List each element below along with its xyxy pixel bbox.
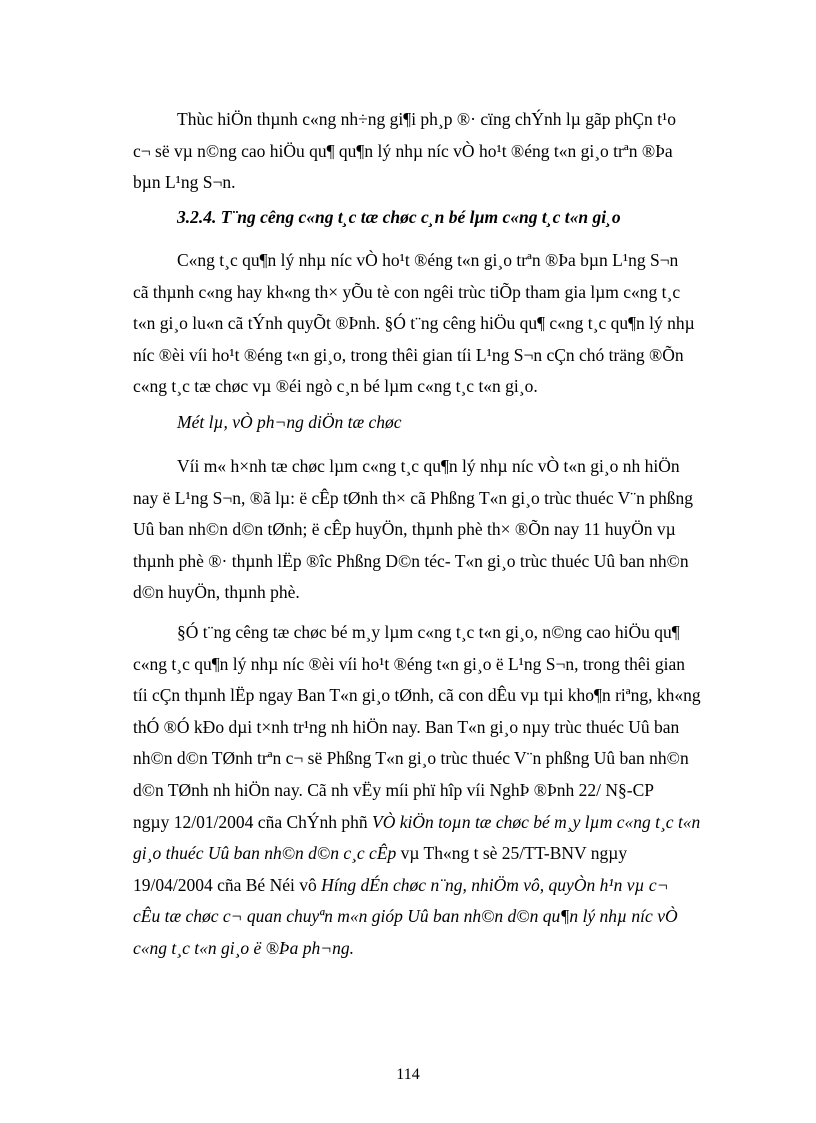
text-line: d©n TØnh nh hiÖn nay. Cã nh vËy míi phï hîp víi NghÞ ®Þnh 22/ N§-CP <box>133 779 654 800</box>
text-line: thÓ ®Ó kÐo dµi t×nh tr¹ng nh hiÖn nay. Ban T«n gi¸o nµy trùc thuéc Uû ban <box>133 716 680 737</box>
line-text: 19/04/2004 cña Bé Néi vô <box>133 874 322 895</box>
text-line: nh©n d©n TØnh trªn c¬ së Phßng T«n gi¸o trùc thuéc V¨n phßng Uû ban nh©n <box>133 748 689 769</box>
section-heading: 3.2.4. T¨ng cêng c«ng t¸c tæ chøc c¸n bé lµm c«ng t¸c t«n gi¸o <box>177 207 621 227</box>
text-line: bµn L¹ng S¬n. <box>133 172 236 193</box>
paragraph-overview <box>133 245 743 403</box>
text-line: c«ng t¸c tæ chøc vµ ®éi ngò c¸n bé lµm c«ng t¸c t«n gi¸o. <box>133 376 538 397</box>
line-text: vµ Th«ng t sè 25/TT-BNV ngµy <box>396 843 628 864</box>
text-line: C«ng t¸c qu¶n lý nhµ níc vÒ ho¹t ®éng t«n gi¸o trªn ®Þa bµn L¹ng S¬n <box>177 250 679 270</box>
text-line <box>133 901 743 933</box>
text-line: d©n huyÖn, thµnh phè. <box>133 582 300 603</box>
text-line <box>133 807 743 839</box>
subsection-heading: Mét lµ, vÒ ph¬ng diÖn tæ chøc <box>177 412 402 432</box>
text-line: thµnh phè ®· thµnh lËp ®îc Phßng D©n téc- T«n gi¸o trùc thuéc Uû ban nh©n <box>133 550 689 571</box>
circular-title-italic: c«ng t¸c t«n gi¸o ë ®Þa ph¬ng. <box>133 937 354 958</box>
text-line: t«n gi¸o lu«n cã tÝnh quyÕt ®Þnh. §Ó t¨ng cêng hiÖu qu¶ c«ng t¸c qu¶n lý nhµ <box>133 313 695 334</box>
text-line <box>133 870 743 902</box>
text-line: c¬ së vµ n©ng cao hiÖu qu¶ qu¶n lý nhµ níc vÒ ho¹t ®éng t«n gi¸o trªn ®Þa <box>133 140 673 161</box>
paragraph-intro <box>133 104 743 199</box>
paragraph-organization-model <box>133 451 743 609</box>
text-line: níc ®èi víi ho¹t ®éng t«n gi¸o, trong thêi gian tíi L¹ng S¬n cÇn chó träng ®Õn <box>133 344 684 365</box>
circular-title-italic: Híng dÉn chøc n¨ng, nhiÖm vô, quyÒn h¹n vµ c¬ <box>321 874 669 895</box>
text-line: §Ó t¨ng cêng tæ chøc bé m¸y lµm c«ng t¸c t«n gi¸o, n©ng cao hiÖu qu¶ <box>177 622 680 642</box>
circular-title-italic: cÊu tæ chøc c¬ quan chuyªn m«n gióp Uû ban nh©n d©n qu¶n lý nhµ níc vÒ <box>133 906 678 927</box>
text-line: Uû ban nh©n d©n tØnh; ë cÊp huyÖn, thµnh phè th× ®Õn nay 11 huyÖn vµ <box>133 519 676 540</box>
text-line: tíi cÇn thµnh lËp ngay Ban T«n gi¸o tØnh, cã con dÊu vµ tµi kho¶n riªng, kh«ng <box>133 685 701 706</box>
decree-title-italic: VÒ kiÖn toµn tæ chøc bé m¸y lµm c«ng t¸c t«n <box>372 811 701 832</box>
text-line <box>133 838 743 870</box>
text-line: Thùc hiÖn thµnh c«ng nh÷ng gi¶i ph¸p ®· cïng chÝnh lµ gãp phÇn t¹o <box>177 109 677 129</box>
line-text: ngµy 12/01/2004 cña ChÝnh phñ <box>133 811 373 832</box>
text-line <box>133 933 743 965</box>
page-number: 114 <box>396 1066 420 1083</box>
text-line: cã thµnh c«ng hay kh«ng th× yÕu tè con ngêi trùc tiÕp tham gia lµm c«ng t¸c <box>133 281 681 302</box>
text-line: c«ng t¸c qu¶n lý nhµ níc ®èi víi ho¹t ®éng t«n gi¸o ë L¹ng S¬n, trong thêi gian <box>133 653 685 674</box>
text-line: Víi m« h×nh tæ chøc lµm c«ng t¸c qu¶n lý nhµ níc vÒ t«n gi¸o nh hiÖn <box>177 456 680 476</box>
text-line: nay ë L¹ng S¬n, ®ã lµ: ë cÊp tØnh th× cã Phßng T«n gi¸o trùc thuéc V¨n phßng <box>133 487 693 508</box>
decree-title-italic: gi¸o thuéc Uû ban nh©n d©n c¸c cÊp <box>133 843 397 864</box>
paragraph-strengthen-apparatus <box>133 617 743 965</box>
